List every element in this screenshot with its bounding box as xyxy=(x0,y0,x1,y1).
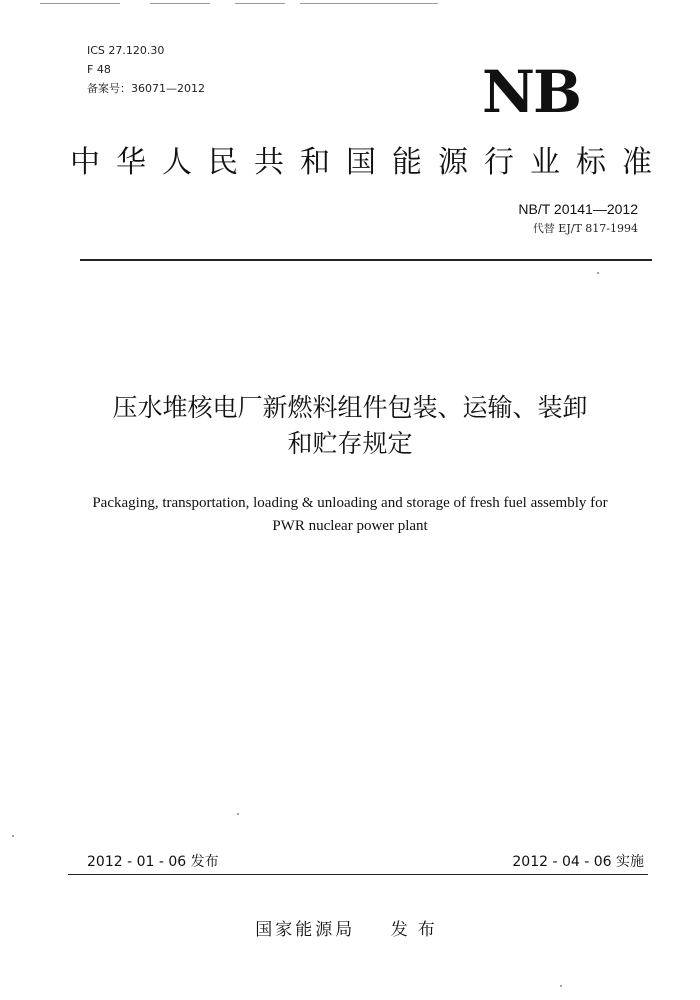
scan-speck xyxy=(560,985,562,987)
top-edge-rule xyxy=(40,3,120,4)
title-chinese xyxy=(40,390,660,462)
title-english-line2: PWR nuclear power plant xyxy=(272,518,428,534)
header-divider xyxy=(80,259,652,261)
ics-code: ICS 27.120.30 xyxy=(87,44,165,57)
replaces-standard: 代替 EJ/T 817-1994 xyxy=(532,222,638,235)
classification-block xyxy=(87,41,205,98)
nb-logo: NB xyxy=(482,58,581,126)
publisher-name: 国家能源局 xyxy=(255,920,356,940)
title-chinese-line2: 和贮存规定 xyxy=(287,429,413,458)
publisher-line xyxy=(0,918,700,942)
top-edge-rule xyxy=(235,3,285,4)
title-english-line1: Packaging, transportation, loading & unloading and storage of fresh fuel assembly for xyxy=(92,495,608,511)
scan-speck xyxy=(597,272,599,274)
standard-number: NB/T 20141—2012 xyxy=(518,201,638,217)
org-title: 中华人民共和国能源行业标准 xyxy=(70,145,668,180)
scan-speck xyxy=(237,813,239,815)
publish-action: 发布 xyxy=(390,920,445,940)
top-edge-rule xyxy=(300,3,438,4)
issue-date: 2012 - 01 - 06 发布 xyxy=(87,854,219,870)
effective-date: 2012 - 04 - 06 实施 xyxy=(512,854,644,870)
top-edge-rule xyxy=(150,3,210,4)
title-english xyxy=(40,492,660,538)
category-code: F 48 xyxy=(87,63,111,76)
title-chinese-line1: 压水堆核电厂新燃料组件包装、运输、装卸 xyxy=(112,393,588,422)
record-number: 备案号：36071—2012 xyxy=(87,82,205,95)
scan-speck xyxy=(12,835,14,837)
footer-divider xyxy=(68,874,648,875)
